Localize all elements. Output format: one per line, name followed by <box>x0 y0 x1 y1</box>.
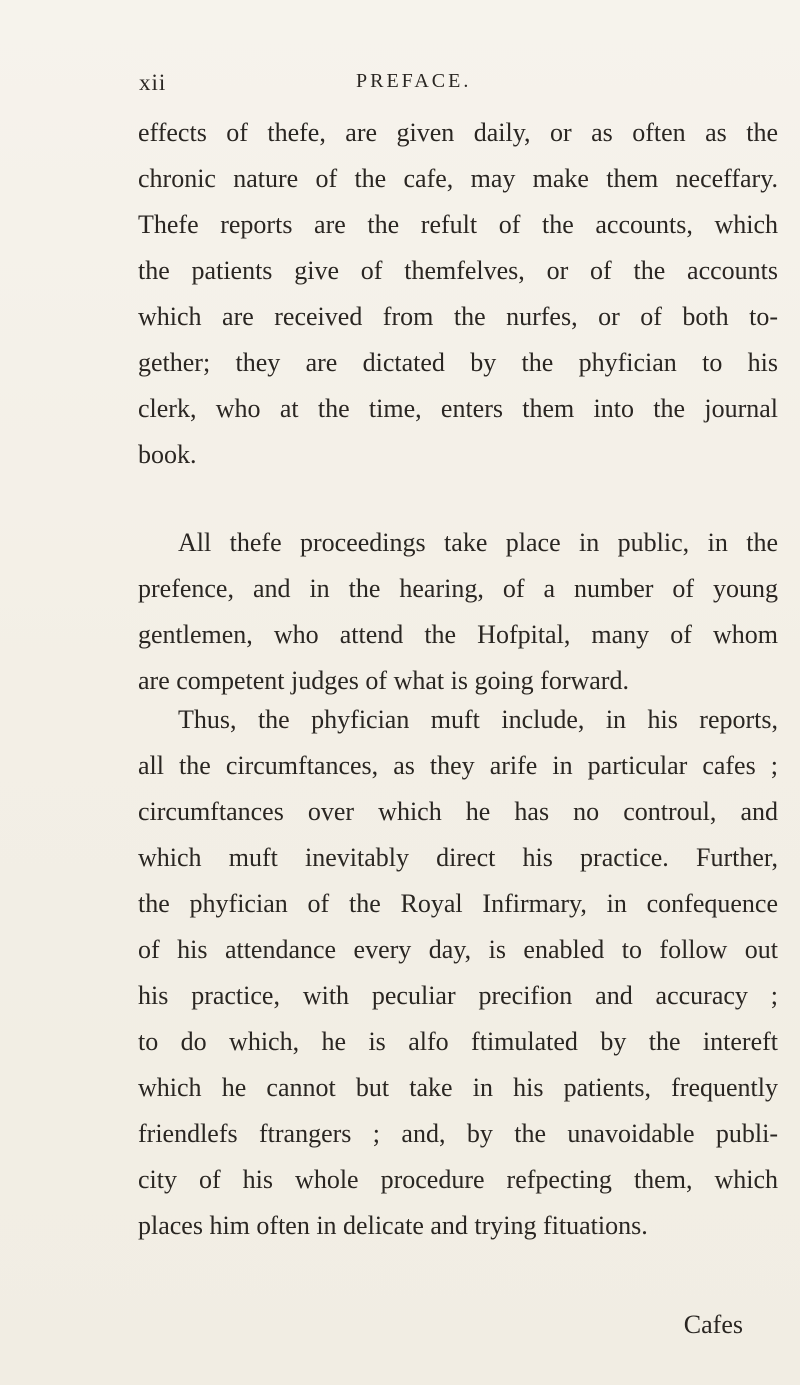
text-line: prefence, and in the hearing, of a number of young <box>138 574 778 603</box>
text-line: book. <box>138 440 197 469</box>
text-line: which he cannot but take in his patients, frequently <box>138 1073 778 1102</box>
text-line: All thefe proceedings take place in public, in the <box>178 528 778 557</box>
text-line: city of his whole procedure refpecting them, which <box>138 1165 778 1194</box>
text-line: to do which, he is alfo ftimulated by the intereft <box>138 1027 778 1056</box>
text-line: gether; they are dictated by the phyfician to his <box>138 348 778 377</box>
text-line: his practice, with peculiar precifion and accuracy ; <box>138 981 778 1010</box>
text-line: all the circumftances, as they arife in particular cafes ; <box>138 751 778 780</box>
paragraph-2 <box>138 520 778 704</box>
text-line: chronic nature of the cafe, may make them neceffary. <box>138 164 778 193</box>
text-line: places him often in delicate and trying fituations. <box>138 1211 648 1240</box>
text-line: of his attendance every day, is enabled to follow out <box>138 935 778 964</box>
text-line: which are received from the nurfes, or of both to- <box>138 302 778 331</box>
text-line: the phyfician of the Royal Infirmary, in confequence <box>138 889 778 918</box>
text-line: clerk, who at the time, enters them into the journal <box>138 394 778 423</box>
text-line: effects of thefe, are given daily, or as often as the <box>138 118 778 147</box>
text-line: which muft inevitably direct his practice. Further, <box>138 843 778 872</box>
page-header <box>0 70 800 100</box>
paragraph-1 <box>138 110 778 478</box>
text-line: are competent judges of what is going forward. <box>138 666 629 695</box>
running-head: PREFACE. <box>356 70 472 92</box>
text-line: friendlefs ftrangers ; and, by the unavoidable publi- <box>138 1119 778 1148</box>
paragraph-3 <box>138 697 778 1249</box>
catchword: Cafes <box>683 1310 743 1339</box>
text-line: the patients give of themfelves, or of the accounts <box>138 256 778 285</box>
text-line: gentlemen, who attend the Hofpital, many of whom <box>138 620 778 649</box>
page-number: xii <box>139 70 167 95</box>
text-line: circumftances over which he has no controul, and <box>138 797 778 826</box>
text-line: Thus, the phyfician muft include, in his reports, <box>178 705 778 734</box>
text-line: Thefe reports are the refult of the accounts, which <box>138 210 778 239</box>
